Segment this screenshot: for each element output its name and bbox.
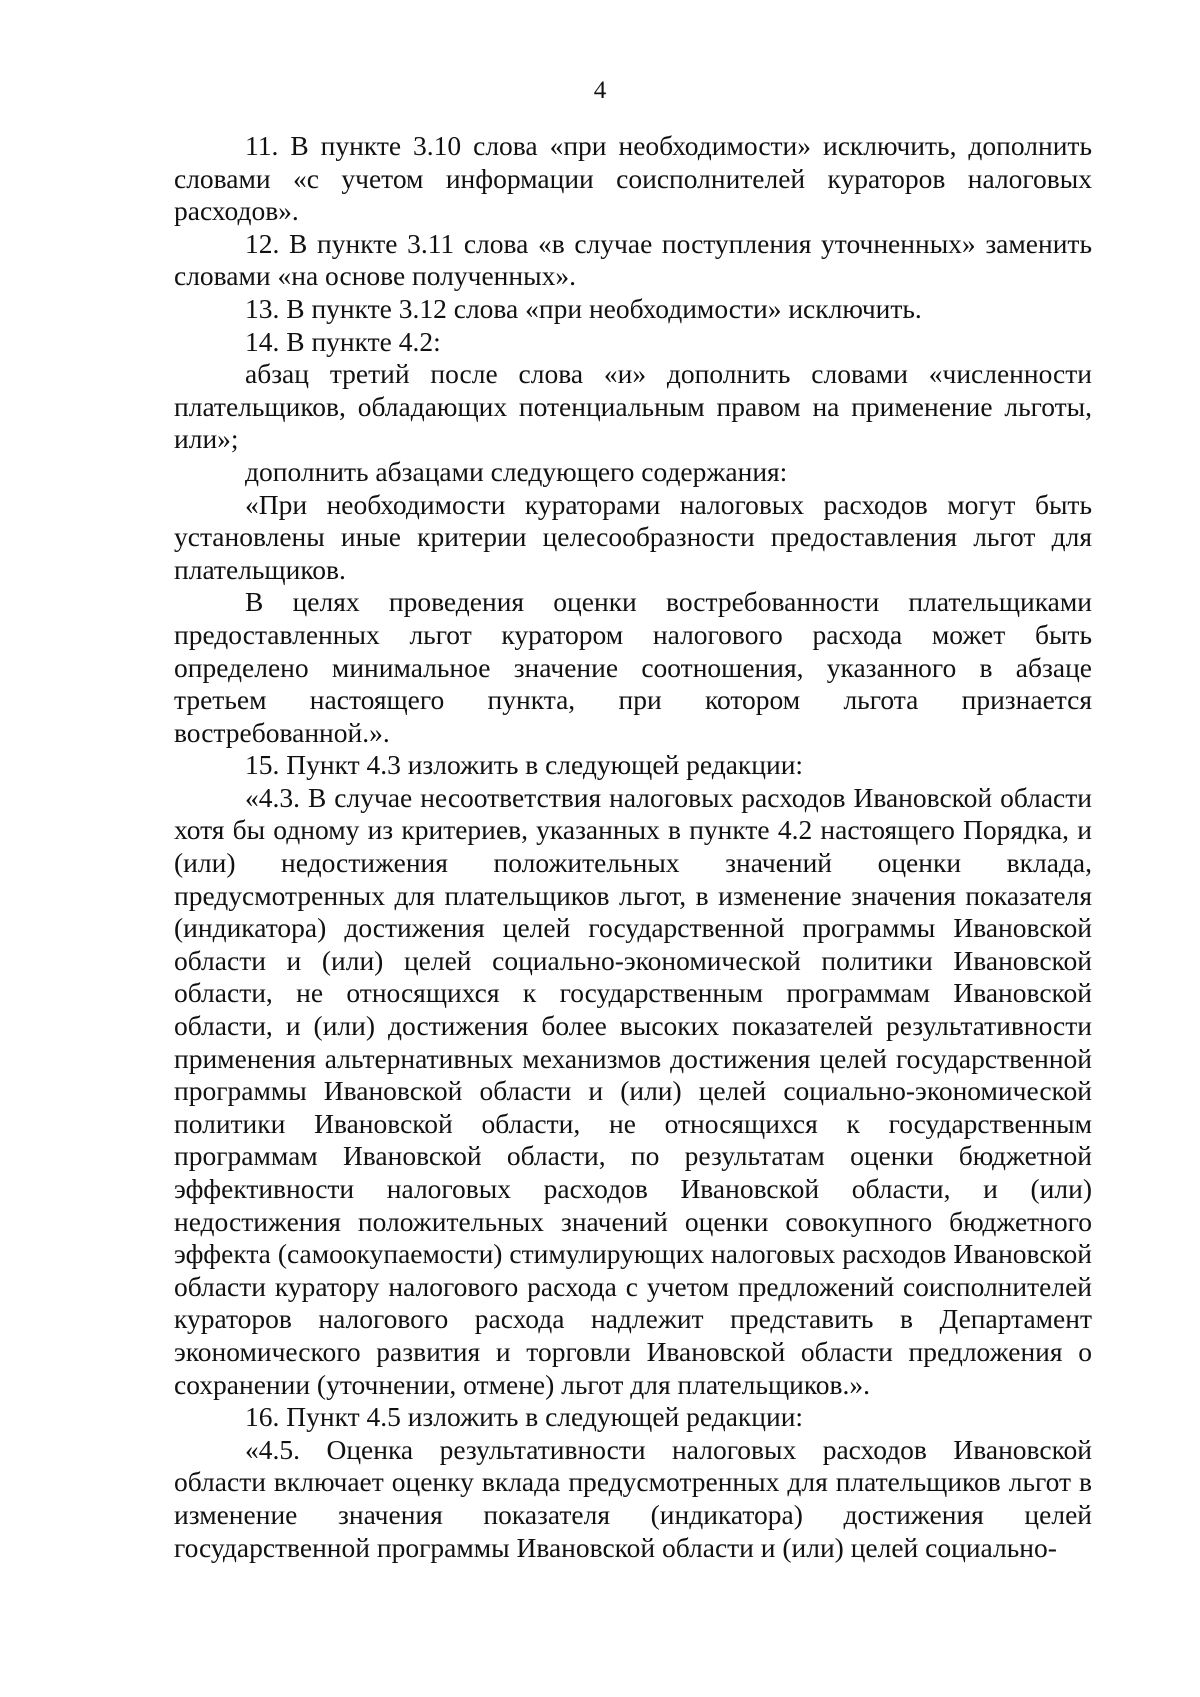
paragraph-quote-4-3: «4.3. В случае несоответствия налоговых расходов Ивановской области хотя бы одному из критериев, указанных в пункте 4.2 настоящего Порядка, и (или) недостижения положительных значений оценки вклада, предусмотренных для плательщиков льгот, в изменение значения показателя (индикатора) достижения целей государственной программы Ивановской области и (или) целей социально-экономической политики Ивановской области, не относящихся к государственным программам Ивановской области, и (или) достижения более высоких показателей результативности применения альтернативных механизмов достижения целей государственной программы Ивановской области и (или) целей социально-экономической политики Ивановской области, не относящихся к государственным программам Ивановской области, по результатам оценки бюджетной эффективности налоговых расходов Ивановской области, и (или) недостижения положительных значений оценки совокупного бюджетного эффекта (самоокупаемости) стимулирующих налоговых расходов Ивановской области куратору налогового расхода с учетом предложений соисполнителей кураторов налогового расхода надлежит представить в Департамент экономического развития и торговли Ивановской области предложения о сохранении (уточнении, отмене) льгот для плательщиков.».	[174, 781, 1092, 1400]
paragraph-item-15: 15. Пункт 4.3 изложить в следующей редакции:	[245, 749, 804, 781]
page-number: 4	[593, 77, 607, 104]
paragraph-item-12: 12. В пункте 3.11 слова «в случае поступления уточненных» заменить словами «на основе полученных».	[174, 227, 1092, 292]
paragraph-quote-4-5: «4.5. Оценка результативности налоговых расходов Ивановской области включает оценку вклада предусмотренных для плательщиков льгот в изменение значения показателя (индикатора) достижения целей государственной программы Ивановской области и (или) целей социально-	[174, 1433, 1092, 1563]
paragraph-item-11: 11. В пункте 3.10 слова «при необходимости» исключить, дополнить словами «с учетом информации соисполнителей кураторов налоговых расходов».	[174, 130, 1092, 227]
paragraph-item-16: 16. Пункт 4.5 изложить в следующей редакции:	[245, 1401, 804, 1433]
paragraph-quote-criteria: «При необходимости кураторами налоговых расходов могут быть установлены иные критерии целесообразности предоставления льгот для плательщиков.	[174, 488, 1092, 585]
paragraph-quote-vostrebovannost: В целях проведения оценки востребованности плательщиками предоставленных льгот куратором налогового расхода может быть определено минимальное значение соотношения, указанного в абзаце третьем настоящего пункта, при котором льгота признается востребованной.».	[174, 586, 1092, 748]
paragraph-dopolnit-abzacami: дополнить абзацами следующего содержания:	[245, 455, 788, 487]
paragraph-item-13: 13. В пункте 3.12 слова «при необходимости» исключить.	[245, 292, 922, 324]
document-body	[174, 130, 1092, 1564]
paragraph-item-14: 14. В пункте 4.2:	[245, 325, 441, 357]
paragraph-abzac-tretiy: абзац третий после слова «и» дополнить словами «численности плательщиков, обладающих потенциальным правом на применение льготы, или»;	[174, 358, 1092, 455]
